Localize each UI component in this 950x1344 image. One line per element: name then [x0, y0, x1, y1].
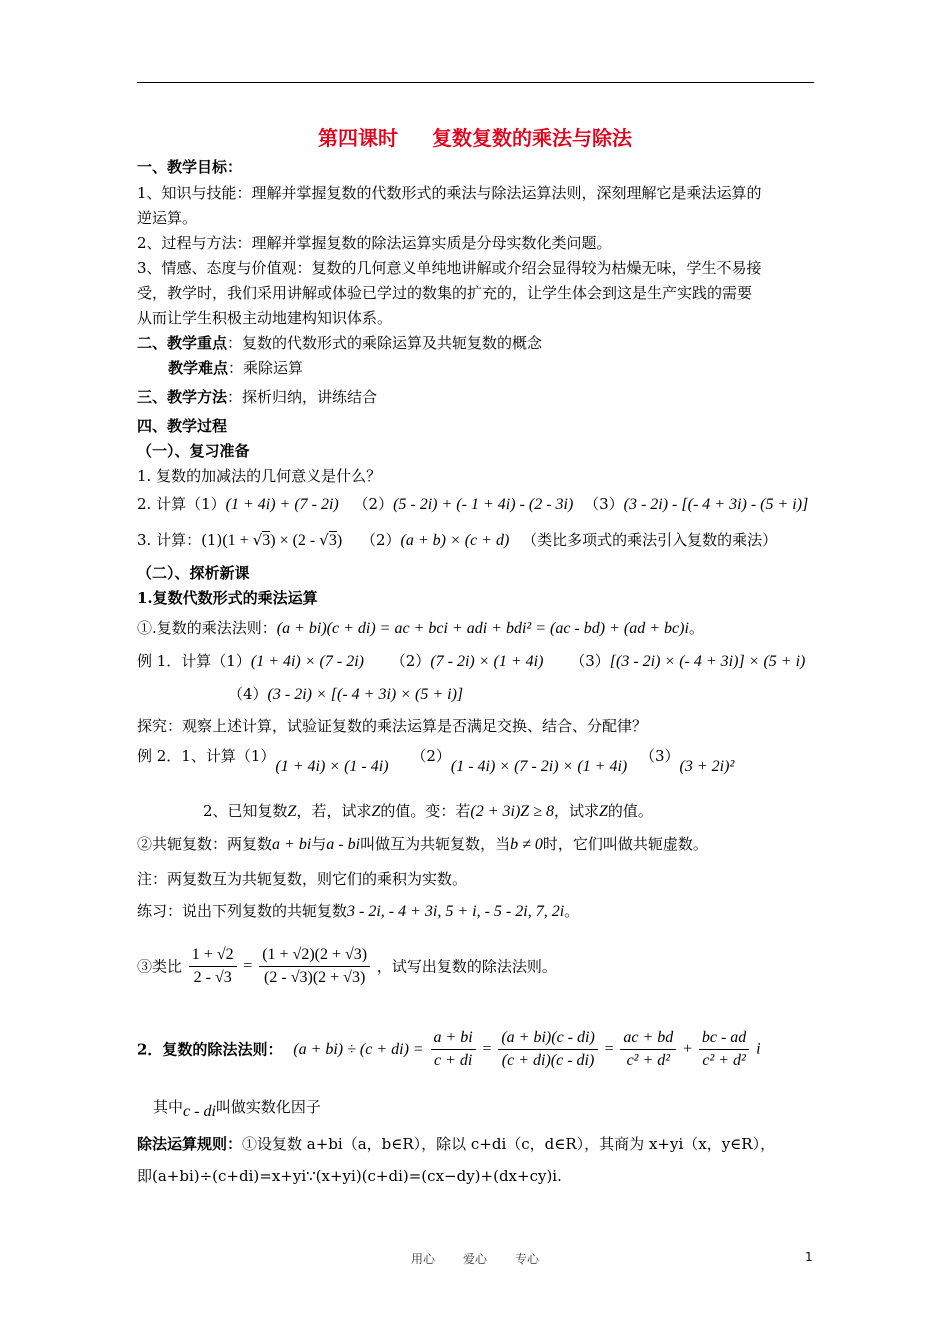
example-1-line-2: （4）(3 - 2i) × [(- 4 + 3i) × (5 + i)]: [228, 685, 464, 703]
method-line: 三、教学方法：探析归纳，讲练结合: [137, 388, 378, 406]
title-lesson: 第四课时: [318, 126, 398, 150]
conjugate-definition: ②共轭复数：两复数a + bi与a - bi叫做互为共轭复数，当b ≠ 0时，它们叫做共轭虚数。: [137, 835, 708, 853]
review-q3: 3. 计算：(1)(1 + √3) × (2 - √3) （2）(a + b) × (c + d) （类比多项式的乘法引入复数的乘法）: [137, 531, 778, 549]
goal-line-2: 逆运算。: [137, 209, 198, 227]
page-title: [0, 122, 950, 151]
division-fraction-2: $\frac{(a + bi)(c - di)}{(c + di)(c - di)}$: [498, 1027, 597, 1072]
analogy-fraction-1: $\frac{1 + √2}{2 - √3}$: [189, 944, 237, 989]
title-topic: 复数复数的乘法与除法: [432, 126, 632, 150]
division-rule: 2．复数的除法法则： (a + bi) ÷ (c + di) = $\frac{a + bi}{c + di}$ = $\frac{(a + bi)(c - di)}{(c + di)(c - di)}$ = $\frac{ac + bd}{\text{c² + d²}}$ + $\frac{bc - ad}{\text{c² + d²}}$ i: [137, 1027, 761, 1072]
difficulty-line: 教学难点：乘除运算: [168, 359, 304, 377]
review-q2: 2. 计算（1）(1 + 4i) + (7 - 2i) （2）(5 - 2i) + (- 1 + 4i) - (2 - 3i) （3）(3 - 2i) - [(- 4 + 3i) - (5 + i)]: [137, 495, 809, 513]
conjugate-note: 注：两复数互为共轭复数，则它们的乘积为实数。: [137, 870, 468, 888]
header-rule: [137, 82, 814, 83]
page-number: 1: [805, 1250, 813, 1264]
real-factor-line: 其中c - di叫做实数化因子: [153, 1098, 321, 1120]
division-operation-rule: 除法运算规则：①设复数 a+bi（a，b∈R），除以 c+di（c，d∈R），其商为 x+yi（x，y∈R），: [137, 1135, 776, 1153]
multiplication-heading: 1.复数代数形式的乘法运算: [137, 589, 318, 607]
example-2-line-1: 例 2．1、计算（1）(1 + 4i) × (1 - 4i) （2）(1 - 4i) × (7 - 2i) × (1 + 4i) （3）(3 + 2i)²: [137, 747, 735, 775]
key-point-line: 二、教学重点：复数的代数形式的乘除运算及共轭复数的概念: [137, 334, 543, 352]
explore-line: 探究：观察上述计算，试验证复数的乘法运算是否满足交换、结合、分配律？: [137, 717, 648, 735]
division-fraction-3: $\frac{ac + bd}{\text{c² + d²}}$: [620, 1027, 676, 1072]
analogy-line: ③类比 $\frac{1 + √2}{2 - √3}$ = $\frac{(1 + √2)(2 + √3)}{(2 - √3)(2 + √3)}$ ，试写出复数的除法法则。: [137, 944, 557, 989]
new-lesson-heading: （二）、探析新课: [137, 564, 250, 582]
review-q1: 1. 复数的加减法的几何意义是什么？: [137, 467, 382, 485]
goal-line-1: 1、知识与技能：理解并掌握复数的代数形式的乘法与除法运算法则，深刻理解它是乘法运算的: [137, 184, 762, 202]
example-2-line-2: 2、已知复数Z，若，试求Z的值。变：若(2 + 3i)Z ≥ 8，试求Z的值。: [203, 802, 653, 820]
section-goals-heading: 一、教学目标：: [137, 158, 243, 176]
division-fraction-4: $\frac{bc - ad}{\text{c² + d²}}$: [699, 1027, 749, 1072]
multiplication-rule: ①.复数的乘法法则：(a + bi)(c + di) = ac + bci + adi + bdi² = (ac - bd) + (ad + bc)i。: [137, 619, 704, 637]
goal-line-6: 从而让学生积极主动地建构知识体系。: [137, 309, 393, 327]
practice-line: 练习：说出下列复数的共轭复数3 - 2i, - 4 + 3i, 5 + i, - 5 - 2i, 7, 2i。: [137, 902, 580, 920]
analogy-fraction-2: $\frac{(1 + √2)(2 + √3)}{(2 - √3)(2 + √3)}$: [259, 944, 370, 989]
review-heading: （一）、复习准备: [137, 442, 250, 460]
goal-line-4: 3、情感、态度与价值观：复数的几何意义单纯地讲解或介绍会显得较为枯燥无味，学生不易接: [137, 259, 762, 277]
goal-line-3: 2、过程与方法：理解并掌握复数的除法运算实质是分母实数化类问题。: [137, 234, 612, 252]
process-heading: 四、教学过程: [137, 417, 228, 435]
goal-line-5: 受，教学时，我们采用讲解或体验已学过的数集的扩充的，让学生体会到这是生产实践的需要: [137, 284, 753, 302]
example-1-line-1: 例 1．计算（1）(1 + 4i) × (7 - 2i) （2）(7 - 2i) × (1 + 4i) （3）[(3 - 2i) × (- 4 + 3i)] × (5 + i): [137, 652, 806, 670]
page-footer: 用心 爱心 专心: [410, 1252, 540, 1266]
division-operation-rule-2: 即(a+bi)÷(c+di)=x+yi∵(x+yi)(c+di)=(cx−dy)+(dx+cy)i.: [137, 1167, 562, 1185]
division-fraction-1: $\frac{a + bi}{c + di}$: [431, 1027, 476, 1072]
